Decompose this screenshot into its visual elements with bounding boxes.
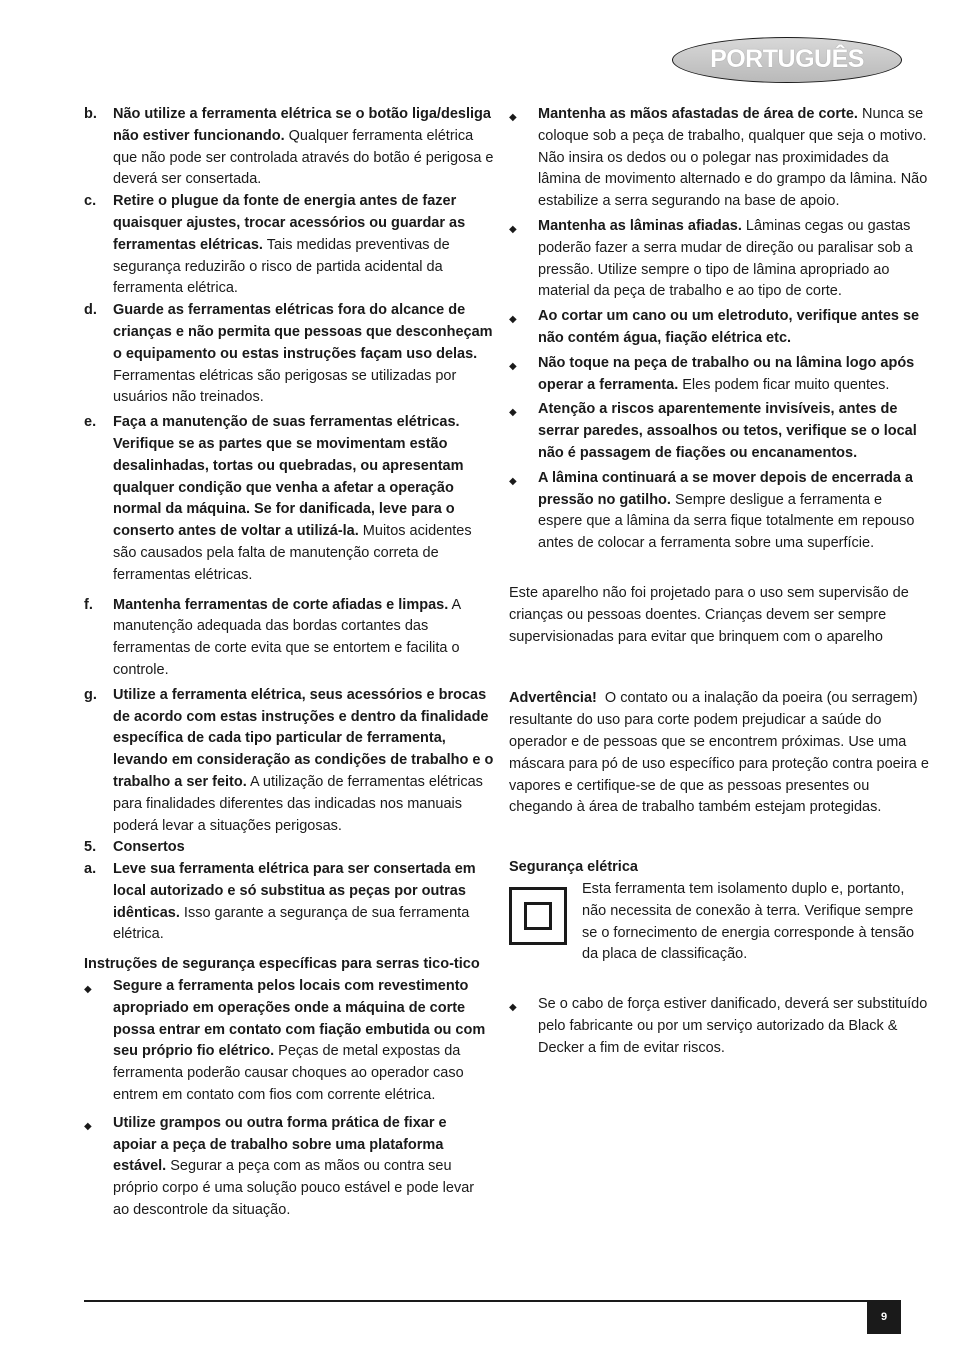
section-5-heading: 5. Consertos [84,839,185,856]
double-insulation-icon [509,887,567,945]
bullet-icon: ◆ [84,984,92,996]
bullet-icon: ◆ [509,407,517,419]
bullet-icon: ◆ [509,360,517,372]
bullet-icon: ◆ [509,475,517,487]
jigsaw-safety-heading: Instruções de segurança específicas para serras tico-tico [84,956,480,973]
right-bullet-4: ◆ Não toque na peça de trabalho ou na lâmina logo após operar a ferramenta. Eles podem ficar muito quentes. [509,354,915,393]
right-bullet-3: ◆ Ao cortar um cano ou um eletroduto, verifique antes se não contém água, fiação elétrica etc. [509,308,920,346]
item-b: b. Não utilize a ferramenta elétrica se o botão liga/desliga não estiver funcionando. Qualquer ferramenta elétrica que não pode ser controlada através do botão é perigosa e deverá ser consertada. [84,106,494,188]
right-bullet-6: ◆ A lâmina continuará a se mover depois de encerrada a pressão no gatilho. Sempre desligue a ferramenta e espere que a lâmina da serra fique totalmente em repouso antes de colocar a ferramenta sobre uma superfície. [509,469,915,552]
language-label: PORTUGUÊS [710,45,864,74]
item-f: f. Mantenha ferramentas de corte afiadas e limpas. A manutenção adequada das bordas cortantes das ferramentas de corte evita que se entortem e facilita o controle. [84,596,461,678]
right-column [509,104,929,1059]
item-5a: a. Leve sua ferramenta elétrica para ser consertada em local autorizado e só substitua as peças por outras idênticas. Isso garante a segurança de sua ferramenta elétrica. [84,861,476,943]
right-bullet-1: ◆ Mantenha as mãos afastadas de área de corte. Nunca se coloque sob a peça de trabalho, qualquer que seja o motivo. Não insira os dedos ou o polegar nas proximidades da lâmina de movimento alternado e do grampo da lâmina. Não estabilize a serra segurando na base de apoio. [509,106,928,210]
left-column [84,104,494,1222]
item-d: d. Guarde as ferramentas elétricas fora do alcance de crianças e não permita que pessoas que desconheçam o equipamento ou estas instruções façam uso delas. Ferramentas elétricas são perigosas se utilizadas por usuários não treinados. [84,302,493,406]
double-insulation-block [509,880,929,966]
warning-paragraph: Advertência! O contato ou a inalação da poeira (ou serragem) resultante do uso para corte podem prejudicar a saúde do operador e de pessoas que se encontrem próximas. Use uma máscara para pó de uso específico para proteção contra poeira e vapores e certifique-se de que as pessoas presentes ou chegando à área de trabalho também estejam protegidas. [509,690,929,816]
bullet-icon: ◆ [509,314,517,326]
jigsaw-bullet-1: ◆ Segure a ferramenta pelos locais com revestimento apropriado em operações onde a máquina de corte possa entrar em contato com fiação embutida ou com seu próprio fio elétrico. Peças de metal expostas da ferramenta poderão causar choques ao operador caso entrem em contato com fios com corrente elétrica. [84,978,486,1104]
language-badge [672,37,902,83]
supervision-paragraph: Este aparelho não foi projetado para o uso sem supervisão de crianças ou pessoas doentes. Crianças devem ser sempre supervisionadas para evitar que brinquem com o aparelho [509,584,909,645]
item-c: c. Retire o plugue da fonte de energia antes de fazer quaisquer ajustes, trocar acessórios ou guardar as ferramentas elétricas. Tais medidas preventivas de segurança reduzirão o risco de partida acidental da ferramenta elétrica. [84,193,466,297]
warning-label: Advertência! [509,690,597,707]
jigsaw-bullet-2: ◆ Utilize grampos ou outra forma prática de fixar e apoiar a peça de trabalho sobre uma plataforma estável. Segurar a peça com as mãos ou contra seu próprio corpo é uma solução pouco estável e pode levar ao descontrole da situação. [84,1114,475,1219]
footer-rule [84,1300,901,1302]
electrical-safety-heading: Segurança elétrica [509,859,638,876]
double-insulation-text: Esta ferramenta tem isolamento duplo e, portanto, não necessita de conexão à terra. Verifique sempre se o fornecimento de energia corresponde à tensão da placa de classificação. [582,880,915,963]
bullet-icon: ◆ [509,112,517,123]
cord-bullet: ◆ Se o cabo de força estiver danificado, deverá ser substituído pelo fabricante ou por um serviço autorizado da Black & Decker a fim de evitar riscos. [509,996,928,1056]
page-number: 9 [867,1301,901,1334]
bullet-icon: ◆ [84,1120,92,1132]
bullet-icon: ◆ [509,1002,517,1014]
item-e: e. Faça a manutenção de suas ferramentas elétricas. Verifique se as partes que se movimentam estão desalinhadas, tortas ou quebradas, ou apresentam qualquer condição que venha a afetar a operação normal da máquina. Se for danificada, leve para o conserto antes de voltar a utilizá-la. Muitos acidentes são causados pela falta de manutenção correta de ferramentas elétricas. [84,414,472,583]
bullet-icon: ◆ [509,223,517,235]
right-bullet-5: ◆ Atenção a riscos aparentemente invisíveis, antes de serrar paredes, assoalhos ou tetos, verifique se o local não é passagem de fiações ou encanamentos. [509,401,917,461]
right-bullet-2: ◆ Mantenha as lâminas afiadas. Lâminas cegas ou gastas poderão fazer a serra mudar de direção ou paralisar sob a pressão. Utilize sempre o tipo de lâmina apropriado ao material da peça de trabalho e ao tipo de corte. [509,217,913,300]
item-g: g. Utilize a ferramenta elétrica, seus acessórios e brocas de acordo com estas instruções e dentro da finalidade específica de cada tipo particular de ferramenta, levando em consideração as condições de trabalho e o trabalho a ser feito. A utilização de ferramentas elétricas para finalidades diferentes das indicadas nos manuais poderá levar a situações perigosas. [84,686,494,834]
